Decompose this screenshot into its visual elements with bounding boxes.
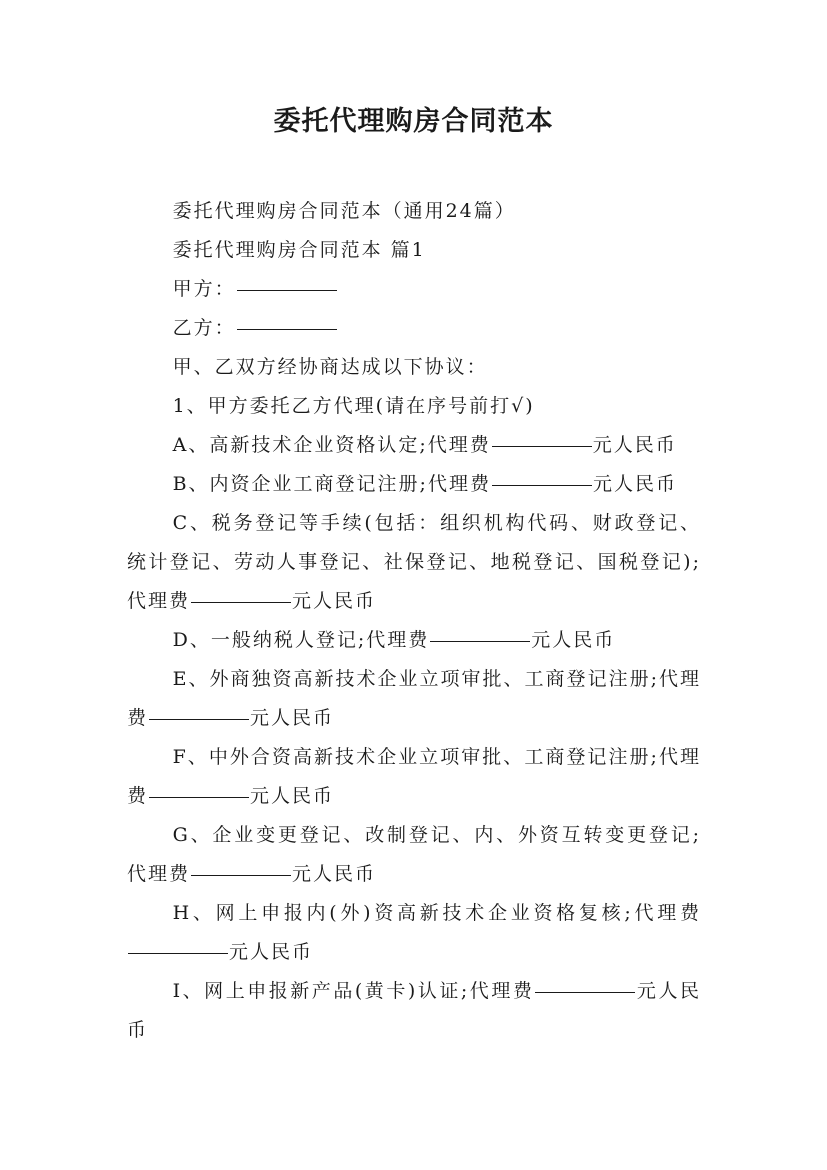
item-g-unit: 元人民币 (292, 863, 377, 885)
paragraph-item-h (127, 894, 701, 972)
item-f-unit: 元人民币 (250, 785, 335, 807)
item-b-fee-blank (492, 484, 592, 486)
paragraph-collection-title: 委托代理购房合同范本（通用24篇） (172, 200, 516, 222)
paragraph-item-f (127, 738, 701, 816)
item-a-fee-blank (492, 445, 592, 447)
item-i-text: I、网上申报新产品(黄卡)认证;代理费 (172, 980, 535, 1002)
paragraph-agreement-intro: 甲、乙双方经协商达成以下协议： (172, 356, 488, 378)
paragraph-clause-1: 1、甲方委托乙方代理(请在序号前打√) (172, 395, 535, 417)
paragraph-item-g (127, 816, 701, 894)
party-a-blank-line (237, 289, 337, 291)
item-g-fee-blank (191, 874, 291, 876)
item-e-unit: 元人民币 (250, 707, 335, 729)
party-b-label: 乙方： (172, 317, 236, 339)
item-h-unit: 元人民币 (229, 941, 314, 963)
item-d-unit: 元人民币 (531, 629, 616, 651)
paragraph-item-a (127, 426, 701, 465)
item-c-fee-blank (191, 601, 291, 603)
item-h-fee-blank (128, 952, 228, 954)
item-e-fee-blank (149, 718, 249, 720)
paragraph-item-e (127, 660, 701, 738)
paragraph-section-heading: 委托代理购房合同范本 篇1 (172, 239, 426, 261)
paragraph-party-b (127, 309, 701, 348)
item-f-text: F、中外合资高新技术企业立项审批、工商登记注册;代理费 (127, 746, 701, 807)
paragraph-item-b (127, 465, 701, 504)
paragraph-item-c (127, 504, 701, 621)
item-d-fee-blank (430, 640, 530, 642)
document-title: 委托代理购房合同范本 (273, 106, 554, 137)
item-f-fee-blank (149, 796, 249, 798)
item-e-text: E、外商独资高新技术企业立项审批、工商登记注册;代理费 (127, 668, 701, 729)
item-b-text: B、内资企业工商登记注册;代理费 (172, 473, 491, 495)
item-a-unit: 元人民币 (592, 434, 677, 456)
item-a-text: A、高新技术企业资格认定;代理费 (172, 434, 491, 456)
document-body (127, 192, 701, 1050)
paragraph-party-a (127, 270, 701, 309)
item-c-text: C、税务登记等手续(包括：组织机构代码、财政登记、统计登记、劳动人事登记、社保登记、地税登记、国税登记);代理费 (127, 512, 701, 612)
item-i-unit: 元人民币 (127, 980, 701, 1041)
item-c-unit: 元人民币 (292, 590, 377, 612)
party-b-blank-line (237, 328, 337, 330)
paragraph-item-i (127, 972, 701, 1050)
item-i-fee-blank (535, 991, 635, 993)
item-b-unit: 元人民币 (592, 473, 677, 495)
item-d-text: D、一般纳税人登记;代理费 (172, 629, 430, 651)
item-g-text: G、企业变更登记、改制登记、内、外资互转变更登记;代理费 (127, 824, 701, 885)
party-a-label: 甲方： (172, 278, 236, 300)
item-h-text: H、网上申报内(外)资高新技术企业资格复核;代理费 (172, 902, 701, 924)
paragraph-item-d (127, 621, 701, 660)
